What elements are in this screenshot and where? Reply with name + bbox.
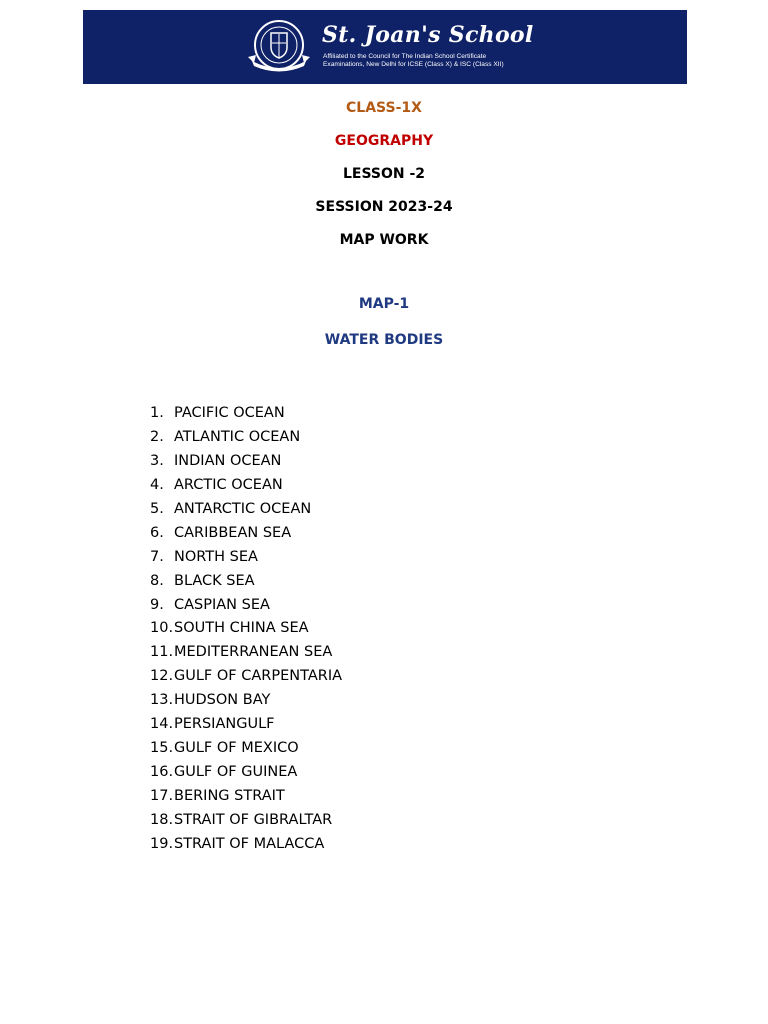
class-heading: CLASS-1X (346, 100, 422, 116)
list-item (150, 810, 342, 834)
list-item-name: SOUTH CHINA SEA (174, 620, 309, 637)
list-item (150, 547, 342, 571)
list-item-number: 7. (150, 548, 164, 565)
list-item (150, 499, 342, 523)
list-item-name: HUDSON BAY (174, 692, 271, 709)
list-item (150, 714, 342, 738)
list-item-name: CASPIAN SEA (174, 596, 270, 613)
list-item-name: STRAIT OF GIBRALTAR (174, 811, 333, 828)
list-item-name: NORTH SEA (174, 548, 258, 565)
list-item (150, 618, 342, 642)
list-item-number: 10. (150, 620, 174, 637)
list-item (150, 690, 342, 714)
list-item-number: 14. (150, 716, 174, 733)
list-item (150, 738, 342, 762)
list-item (150, 666, 342, 690)
list-item (150, 595, 342, 619)
list-item-name: MEDITERRANEAN SEA (174, 644, 333, 661)
list-item (150, 523, 342, 547)
list-item (150, 451, 342, 475)
list-item (150, 642, 342, 666)
list-item-number: 6. (150, 524, 164, 541)
topic-heading: WATER BODIES (324, 332, 444, 348)
list-item-number: 2. (150, 428, 164, 445)
list-item-number: 18. (150, 811, 174, 828)
list-item-name: ATLANTIC OCEAN (174, 428, 301, 445)
list-item-number: 3. (150, 452, 164, 469)
list-item (150, 403, 342, 427)
list-item (150, 834, 342, 858)
list-item-number: 5. (150, 500, 164, 517)
school-name: St. Joan's School (322, 22, 534, 48)
session-heading: SESSION 2023-24 (315, 199, 453, 215)
list-item-number: 17. (150, 788, 174, 804)
map-number-heading: MAP-1 (358, 296, 410, 312)
list-item-name: BERING STRAIT (174, 788, 285, 804)
list-item (150, 475, 342, 499)
list-item-name: STRAIT OF MALACCA (174, 835, 325, 852)
list-item-number: 9. (150, 596, 164, 613)
list-item-name: PACIFIC OCEAN (174, 405, 285, 421)
list-item-name: BLACK SEA (174, 572, 255, 589)
list-item-name: GULF OF MEXICO (174, 740, 299, 757)
subject-heading: GEOGRAPHY (334, 133, 434, 149)
list-item (150, 427, 342, 451)
list-item-name: ARCTIC OCEAN (174, 476, 283, 493)
school-header-banner (83, 10, 687, 84)
list-item (150, 571, 342, 595)
list-item-name: GULF OF CARPENTARIA (174, 668, 343, 685)
list-item-number: 15. (150, 740, 174, 757)
list-item-number: 11. (150, 644, 174, 661)
list-item-name: GULF OF GUINEA (174, 764, 298, 781)
list-item-name: PERSIANGULF (174, 716, 275, 733)
list-item-name: INDIAN OCEAN (174, 452, 282, 469)
list-item-number: 12. (150, 668, 174, 685)
list-item-name: ANTARCTIC OCEAN (174, 500, 312, 517)
list-item-number: 16. (150, 764, 174, 781)
affiliation-line-1: Affiliated to the Council for The Indian School Certificate (323, 53, 487, 60)
lesson-heading: LESSON -2 (342, 166, 426, 182)
list-item (150, 762, 342, 786)
list-item-number: 1. (150, 405, 164, 421)
list-item-number: 4. (150, 476, 164, 493)
list-item-name: CARIBBEAN SEA (174, 524, 292, 541)
school-crest-icon (246, 19, 312, 75)
map-work-heading: MAP WORK (339, 232, 429, 248)
list-item-number: 8. (150, 572, 164, 589)
affiliation-text (323, 53, 504, 70)
list-item-number: 19. (150, 835, 174, 852)
water-bodies-list (150, 403, 342, 858)
affiliation-line-2: Examinations, New Delhi for ICSE (Class X) & ISC (Class XII) (323, 61, 504, 69)
list-item (150, 786, 342, 810)
list-item-number: 13. (150, 692, 174, 709)
